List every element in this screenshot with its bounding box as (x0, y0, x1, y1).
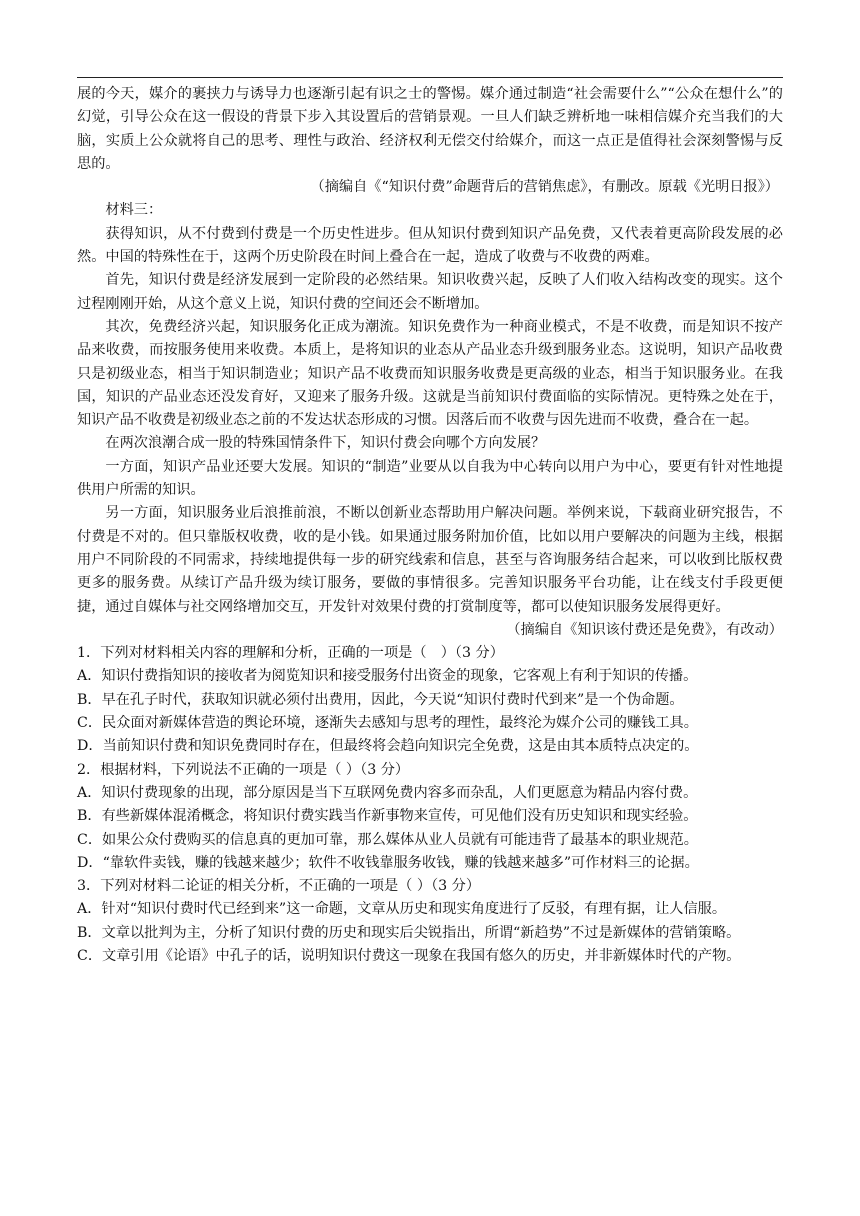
question-stem: 2．根据材料，下列说法不正确的一项是（ ）（3 分） (77, 761, 410, 778)
question-option: C．文章引用《论语》中孔子的话，说明知识付费这一现象在我国有悠久的历史，并非新媒体时代的产物。 (77, 947, 741, 964)
document-page (77, 83, 783, 968)
header-rule (77, 77, 783, 78)
question-option: A．知识付费现象的出现，部分原因是当下互联网免费内容多而杂乱，人们更愿意为精品内容付费。 (77, 784, 698, 801)
material2-source: （摘编自《“知识付费”命题背后的营销焦虑》，有删改。原载《光明日报》） (310, 179, 779, 196)
question-option: B．早在孔子时代，获取知识就必须付出费用，因此，今天说“知识付费时代到来”是一个伪命题。 (77, 691, 684, 708)
question-option: C．如果公众付费购买的信息真的更加可靠，那么媒体从业人员就有可能违背了最基本的职业规范。 (77, 831, 698, 848)
question-option: B．有些新媒体混淆概念，将知识付费实践当作新事物来宣传，可见他们没有历史知识和现实经验。 (77, 808, 698, 825)
material3-heading: 材料三： (105, 202, 163, 219)
question-3 (77, 875, 783, 968)
material3-paragraph: 其次，免费经济兴起，知识服务化正成为潮流。知识免费作为一种商业模式，不是不收费，而是知识不按产品来收费，而按服务使用来收费。本质上，是将知识的业态从产品业态升级到服务业态。这说明，知识产品收费只是初级业态，相当于知识制造业；知识产品不收费而知识服务收费是更高级的业态，相当于知识服务业。在我国，知识的产品业态还没发育好，又迎来了服务升级。这就是当前知识付费面临的实际情况。更特殊之处在于，知识产品不收费是初级业态之前的不发达状态形成的习惯。因落后而不收费与因先进而不收费，叠合在一起。 (77, 318, 783, 429)
question-2 (77, 759, 783, 875)
question-option: B．文章以批判为主，分析了知识付费的历史和现实后尖锐指出，所谓“新趋势”不过是新媒体的营销策略。 (77, 924, 741, 941)
material3-paragraph: 获得知识，从不付费到付费是一个历史性进步。但从知识付费到知识产品免费，又代表着更高阶段发展的必然。中国的特殊性在于，这两个历史阶段在时间上叠合在一起，造成了收费与不收费的两难。 (77, 225, 783, 266)
question-stem: 3．下列对材料二论证的相关分析，不正确的一项是（ ）（3 分） (77, 878, 481, 895)
question-option: A．知识付费指知识的接收者为阅览知识和接受服务付出资金的现象，它客观上有利于知识的传播。 (77, 668, 698, 685)
material3-paragraph: 首先，知识付费是经济发展到一定阶段的必然结果。知识收费兴起，反映了人们收入结构改变的现实。这个过程刚刚开始，从这个意义上说，知识付费的空间还会不断增加。 (77, 272, 783, 312)
material2-tail-paragraph: 展的今天，媒介的裹挟力与诱导力也逐渐引起有识之士的警惕。媒介通过制造“社会需要什么”“公众在想什么”的幻觉，引导公众在这一假设的背景下步入其设置后的营销景观。一旦人们缺乏辨析地一味相信媒介充当我们的大脑，实质上公众就将自己的思考、理性与政治、经济权利无偿交付给媒介，而这一点正是值得社会深刻警惕与反思的。 (77, 86, 783, 172)
material3-paragraph: 另一方面，知识服务业后浪推前浪，不断以创新业态帮助用户解决问题。举例来说，下载商业研究报告，不付费是不对的。但只靠版权收费，收的是小钱。如果通过服务附加价值，比如以用户要解决的问题为主线，根据用户不同阶段的不同需求，持续地提供每一步的研究线索和信息，甚至与咨询服务结合起来，可以收到比版权费更多的服务费。从续订产品升级为续订服务，要做的事情很多。完善知识服务平台功能，让在线支付手段更便捷，通过自媒体与社交网络增加交互，开发针对效果付费的打赏制度等，都可以使知识服务发展得更好。 (77, 505, 783, 615)
question-option: D．“靠软件卖钱，赚的钱越来越少；软件不收钱靠服务收钱，赚的钱越来越多”可作材料三的论据。 (77, 854, 699, 871)
question-option: D．当前知识付费和知识免费同时存在，但最终将会趋向知识完全免费，这是由其本质特点决定的。 (77, 738, 699, 755)
question-option: A．针对“知识付费时代已经到来”这一命题，文章从历史和现实角度进行了反驳，有理有据，让人信服。 (77, 901, 727, 918)
material3-paragraph: 在两次浪潮合成一股的特殊国情条件下，知识付费会向哪个方向发展？ (105, 435, 546, 452)
question-option: C．民众面对新媒体营造的舆论环境，逐渐失去感知与思考的理性，最终沦为媒介公司的赚钱工具。 (77, 715, 698, 732)
material3-paragraph: 一方面，知识产品业还要大发展。知识的“制造”业要从以自我为中心转向以用户为中心，要更有针对性地提供用户所需的知识。 (77, 458, 783, 499)
question-1 (77, 642, 783, 758)
material3-source: （摘编自《知识该付费还是免费》，有改动） (506, 621, 783, 638)
question-stem: 1．下列对材料相关内容的理解和分析，正确的一项是（ ）（3 分） (77, 645, 504, 662)
